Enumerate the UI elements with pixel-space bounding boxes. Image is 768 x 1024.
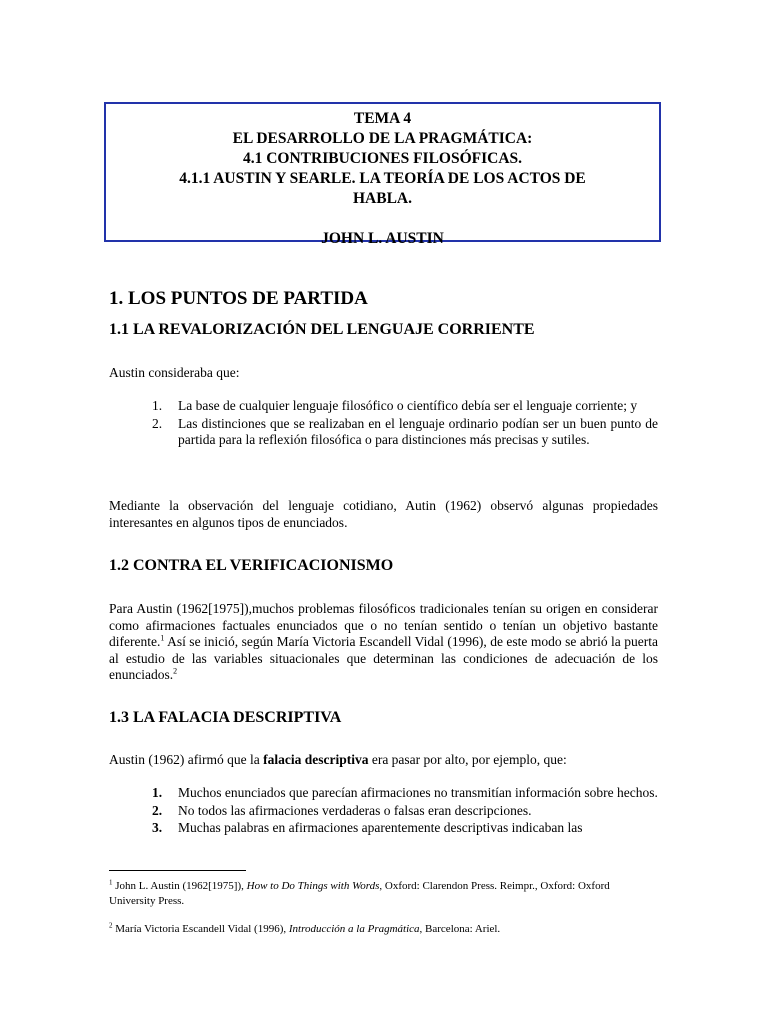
list-item xyxy=(152,785,658,802)
title-spacer xyxy=(106,209,659,229)
footnote-mark: 2 xyxy=(109,921,113,930)
footnote-2 xyxy=(109,922,649,937)
section-1-2-heading: 1.2 CONTRA EL VERIFICACIONISMO xyxy=(109,557,394,574)
title-line-desarrollo: EL DESARROLLO DE LA PRAGMÁTICA: xyxy=(232,130,533,147)
term-falacia-descriptiva: falacia descriptiva xyxy=(263,752,369,767)
list-item-number: 1. xyxy=(152,398,163,413)
list-item xyxy=(152,398,658,415)
section-1-1-intro: Austin consideraba que: xyxy=(109,365,240,380)
footnote-1 xyxy=(109,879,649,909)
list-austin-considers xyxy=(152,398,658,450)
footnote-separator xyxy=(109,870,246,871)
footnote-text: , Oxford: Clarendon Press. Reimpr., Oxford: Oxford University Press. xyxy=(109,880,610,907)
title-line-habla: HABLA. xyxy=(353,190,412,207)
list-item-text: No todos las afirmaciones verdaderas o falsas eran descripciones. xyxy=(178,802,532,818)
footnote-title: How to Do Things with Words xyxy=(246,880,380,892)
footnote-text: John L. Austin (1962[1975]), xyxy=(112,880,247,892)
section-1-2-paragraph xyxy=(109,601,658,684)
paragraph-text: Austin (1962) afirmó que la xyxy=(109,752,264,767)
list-item-number: 1. xyxy=(152,785,163,800)
list-item xyxy=(152,416,658,449)
section-1-3-intro xyxy=(109,752,658,769)
list-item-text: La base de cualquier lenguaje filosófico o científico debía ser el lenguaje corriente; y xyxy=(178,398,638,413)
list-item xyxy=(152,803,658,820)
list-item-text: Muchos enunciados que parecían afirmaciones no transmitían información sobre hechos. xyxy=(178,785,658,800)
footnote-text: María Victoria Escandell Vidal (1996), xyxy=(112,923,289,935)
section-1-1-closing: Mediante la observación del lenguaje cotidiano, Autin (1962) observó algunas propiedades interesantes en algunos tipos de enunciados. xyxy=(109,498,658,530)
title-line-tema: TEMA 4 xyxy=(353,110,412,127)
list-item-number: 2. xyxy=(152,415,163,431)
footnote-ref-1[interactable]: 1 xyxy=(160,633,165,643)
title-box xyxy=(104,102,661,247)
footnote-mark: 1 xyxy=(109,878,113,887)
section-1-3-heading: 1.3 LA FALACIA DESCRIPTIVA xyxy=(109,709,342,726)
title-author: JOHN L. AUSTIN xyxy=(321,230,444,247)
title-line-contribuciones: 4.1 CONTRIBUCIONES FILOSÓFICAS. xyxy=(242,150,523,167)
list-item-text: Muchas palabras en afirmaciones aparentemente descriptivas indicaban las xyxy=(178,820,583,835)
list-item-number: 2. xyxy=(152,802,163,818)
title-line-austin-searle: 4.1.1 AUSTIN Y SEARLE. LA TEORÍA DE LOS ACTOS DE xyxy=(179,170,586,187)
paragraph-text: Así se inició, según María Victoria Escandell Vidal (1996), de este modo se abrió la puerta al estudio de las variables situacionales que determinan las condiciones de adecuación de los enunciados. xyxy=(109,634,658,682)
list-falacia xyxy=(152,785,658,838)
section-1-1-heading: 1.1 LA REVALORIZACIÓN DEL LENGUAJE CORRIENTE xyxy=(109,321,535,338)
paragraph-text: Para Austin (1962[1975]),muchos problemas filosóficos tradicionales tenían su origen en considerar como afirmaciones factuales enunciados que o no tenían sentido o tenían un objetivo bastante diferente. xyxy=(109,601,658,649)
footnote-text: , Barcelona: Ariel. xyxy=(419,923,501,935)
footnote-ref-2[interactable]: 2 xyxy=(173,666,178,676)
list-item-text: Las distinciones que se realizaban en el lenguaje ordinario podían ser un buen punto de partida para la reflexión filosófica o para distinciones más precisas y sutiles. xyxy=(178,415,658,447)
list-item xyxy=(152,820,658,837)
footnote-title: Introducción a la Pragmática xyxy=(288,923,420,935)
section-1-heading: 1. LOS PUNTOS DE PARTIDA xyxy=(109,288,368,309)
paragraph-text: era pasar por alto, por ejemplo, que: xyxy=(368,752,567,767)
list-item-number: 3. xyxy=(152,820,163,835)
